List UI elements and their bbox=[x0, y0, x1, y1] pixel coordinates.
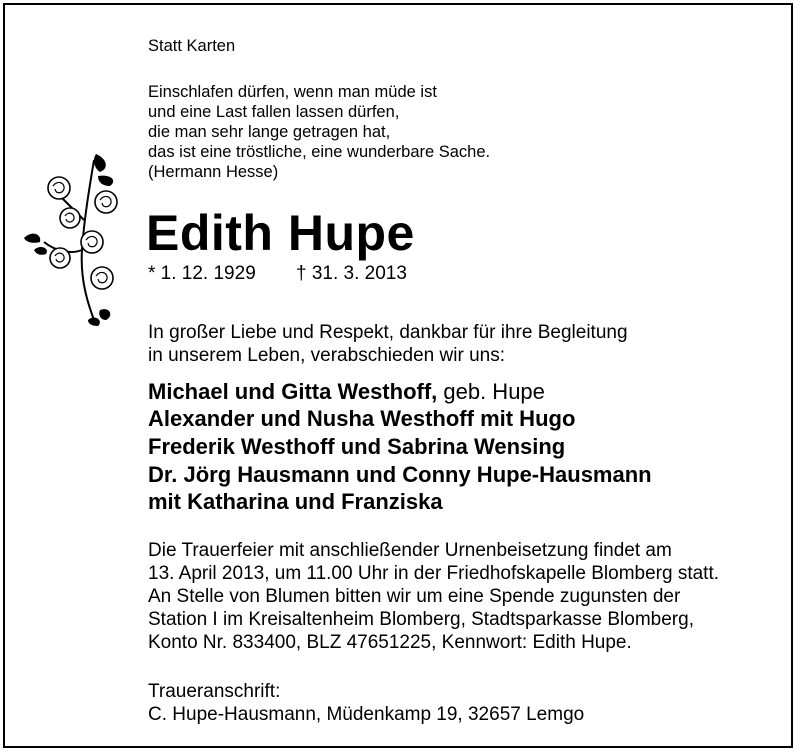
birth-date: * 1. 12. 1929 bbox=[148, 263, 256, 284]
ceremony-line: 13. April 2013, um 11.00 Uhr in der Friedhofskapelle Blomberg statt. bbox=[148, 563, 720, 584]
intro-line: in unserem Leben, verabschieden wir uns: bbox=[148, 345, 505, 366]
death-date: † 31. 3. 2013 bbox=[296, 263, 407, 284]
address-label: Traueranschrift: bbox=[148, 681, 281, 702]
mourner-name: Michael und Gitta Westhoff, bbox=[148, 379, 438, 404]
poem-line: und eine Last fallen lassen dürfen, bbox=[148, 103, 400, 121]
mourner-line: Alexander und Nusha Westhoff mit Hugo bbox=[148, 406, 576, 431]
address-value: C. Hupe-Hausmann, Müdenkamp 19, 32657 Lemgo bbox=[148, 704, 585, 725]
ceremony-line: An Stelle von Blumen bitten wir um eine Spende zugunsten der bbox=[148, 586, 681, 607]
ceremony-line: Die Trauerfeier mit anschließender Urnenbeisetzung findet am bbox=[148, 540, 672, 561]
statt-karten-label: Statt Karten bbox=[148, 37, 236, 55]
mourner-line bbox=[148, 379, 545, 405]
ceremony-line: Station I im Kreisaltenheim Blomberg, Stadtsparkasse Blomberg, bbox=[148, 609, 694, 630]
intro-line: In großer Liebe und Respekt, dankbar für ihre Begleitung bbox=[148, 322, 628, 343]
poem-line: Einschlafen dürfen, wenn man müde ist bbox=[148, 83, 437, 101]
poem-author: (Hermann Hesse) bbox=[148, 163, 279, 181]
poem-line: das ist eine tröstliche, eine wunderbare Sache. bbox=[148, 143, 491, 161]
rose-branch-icon bbox=[14, 150, 132, 330]
ceremony-line: Konto Nr. 833400, BLZ 47651225, Kennwort: Edith Hupe. bbox=[148, 632, 632, 653]
mourner-line: Dr. Jörg Hausmann und Conny Hupe-Hausmann bbox=[148, 462, 652, 487]
deceased-name: Edith Hupe bbox=[146, 205, 415, 261]
mourner-note: geb. Hupe bbox=[437, 379, 545, 404]
poem-line: die man sehr lange getragen hat, bbox=[148, 123, 391, 141]
mourner-line: mit Katharina und Franziska bbox=[148, 489, 443, 514]
mourner-line: Frederik Westhoff und Sabrina Wensing bbox=[148, 434, 566, 459]
